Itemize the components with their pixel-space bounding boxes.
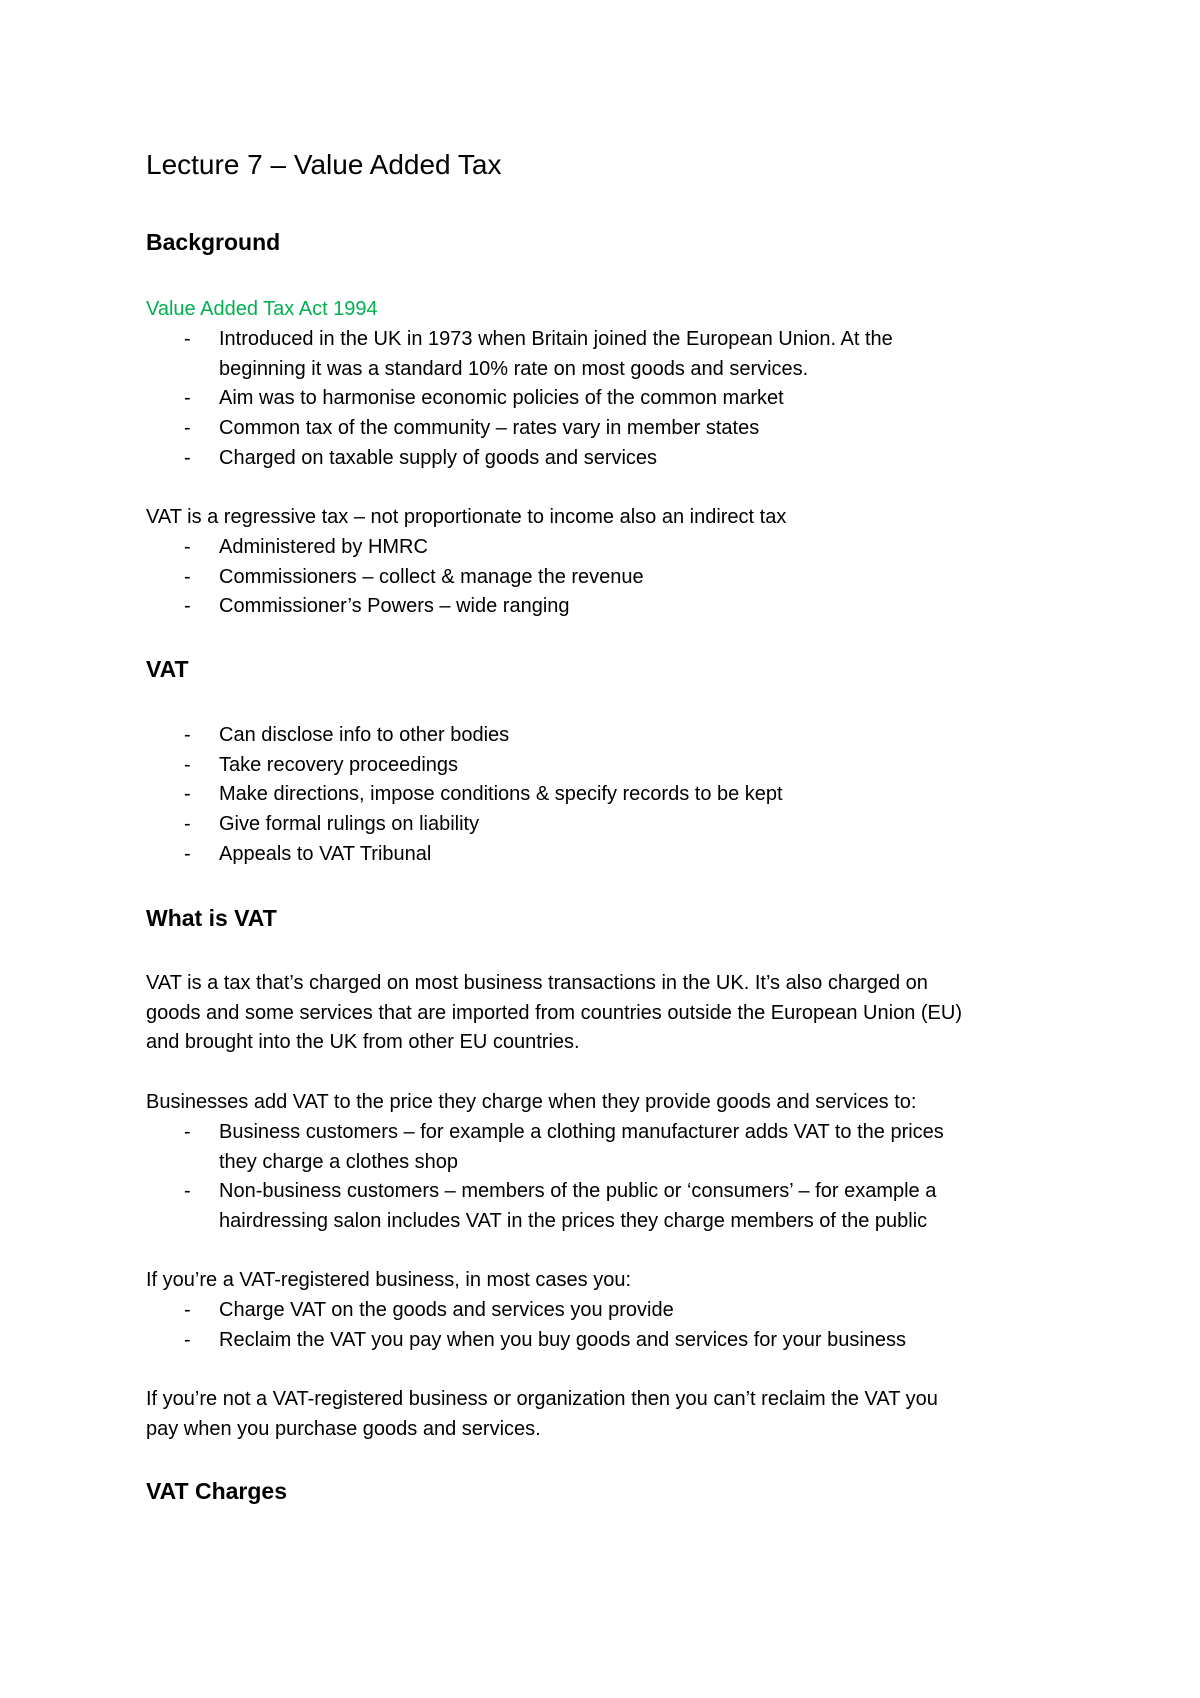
registered-intro (146, 1266, 1076, 1296)
dash-bullet: - (184, 595, 191, 618)
list-item-text: Appeals to VAT Tribunal (219, 842, 432, 865)
paragraph-line: VAT is a regressive tax – not proportionate to income also an indirect tax (146, 506, 787, 528)
list-item-text: Aim was to harmonise economic policies of the common market (219, 387, 784, 410)
paragraph-line: pay when you purchase goods and services. (146, 1417, 541, 1440)
list-item-text: Charged on taxable supply of goods and services (219, 446, 658, 469)
list-item (146, 721, 1076, 751)
list-item (146, 840, 1076, 870)
what-is-vat-paragraph (146, 969, 1076, 1058)
dash-bullet: - (184, 724, 191, 746)
dash-bullet: - (184, 1121, 191, 1143)
paragraph-line: If you’re a VAT-registered business, in most cases you: (146, 1269, 632, 1291)
list-item (146, 563, 1076, 593)
businesses-list (146, 1118, 1076, 1237)
list-item (146, 533, 1076, 563)
regressive-list (146, 533, 1076, 622)
list-item-text: Administered by HMRC (219, 536, 428, 558)
businesses-intro (146, 1088, 1076, 1118)
list-item (146, 1118, 1076, 1177)
dash-bullet: - (184, 1180, 191, 1203)
dash-bullet: - (184, 1299, 191, 1321)
paragraph-line: If you’re not a VAT-registered business or organization then you can’t reclaim the VAT you (146, 1388, 938, 1410)
list-item (146, 780, 1076, 810)
regressive-intro (146, 503, 1076, 533)
not-registered-paragraph (146, 1385, 1076, 1444)
list-item (146, 810, 1076, 840)
dash-bullet: - (184, 842, 191, 865)
section-heading-vat: VAT (146, 656, 189, 682)
paragraph-line: VAT is a tax that’s charged on most business transactions in the UK. It’s also charged on (146, 972, 928, 994)
list-item (146, 1296, 1076, 1326)
dash-bullet: - (184, 813, 191, 836)
list-item-text: Take recovery proceedings (219, 753, 459, 776)
list-item-text: Business customers – for example a clothing manufacturer adds VAT to the prices (219, 1121, 944, 1143)
list-item-text: Reclaim the VAT you pay when you buy goods and services for your business (219, 1328, 907, 1351)
act-heading: Value Added Tax Act 1994 (146, 298, 378, 320)
paragraph-line: and brought into the UK from other EU countries. (146, 1031, 580, 1054)
list-item-text: Make directions, impose conditions & specify records to be kept (219, 783, 783, 806)
list-item-text: Non-business customers – members of the public or ‘consumers’ – for example a (219, 1180, 937, 1203)
list-item-text: Can disclose info to other bodies (219, 724, 510, 746)
list-item (146, 751, 1076, 781)
dash-bullet: - (184, 446, 191, 469)
section-heading-vat-charges: VAT Charges (146, 1478, 288, 1504)
act-list (146, 325, 1076, 474)
registered-list (146, 1296, 1076, 1355)
list-item-text: Charge VAT on the goods and services you provide (219, 1299, 674, 1321)
dash-bullet: - (184, 387, 191, 410)
list-item (146, 414, 1076, 444)
dash-bullet: - (184, 417, 191, 440)
list-item-text: Give formal rulings on liability (219, 813, 480, 836)
list-item (146, 325, 1076, 384)
list-item-text: beginning it was a standard 10% rate on most goods and services. (219, 357, 809, 380)
list-item (146, 1177, 1076, 1236)
list-item-text: Commissioner’s Powers – wide ranging (219, 595, 570, 618)
list-item-text: hairdressing salon includes VAT in the prices they charge members of the public (219, 1210, 928, 1233)
page-title: Lecture 7 – Value Added Tax (146, 149, 502, 180)
list-item-text: Commissioners – collect & manage the revenue (219, 565, 644, 588)
paragraph-line: Businesses add VAT to the price they charge when they provide goods and services to: (146, 1091, 917, 1113)
list-item (146, 592, 1076, 622)
section-heading-what-is-vat: What is VAT (146, 905, 277, 931)
dash-bullet: - (184, 753, 191, 776)
list-item (146, 384, 1076, 414)
paragraph-line: goods and some services that are imported from countries outside the European Union (EU) (146, 1001, 962, 1024)
dash-bullet: - (184, 328, 191, 350)
dash-bullet: - (184, 536, 191, 558)
dash-bullet: - (184, 783, 191, 806)
list-item-text: Common tax of the community – rates vary in member states (219, 417, 760, 440)
vat-powers-list (146, 721, 1076, 870)
dash-bullet: - (184, 565, 191, 588)
section-heading-background: Background (146, 229, 281, 255)
list-item (146, 1326, 1076, 1356)
list-item-text: Introduced in the UK in 1973 when Britain joined the European Union. At the (219, 328, 893, 350)
dash-bullet: - (184, 1328, 191, 1351)
list-item-text: they charge a clothes shop (219, 1150, 459, 1173)
list-item (146, 444, 1076, 474)
